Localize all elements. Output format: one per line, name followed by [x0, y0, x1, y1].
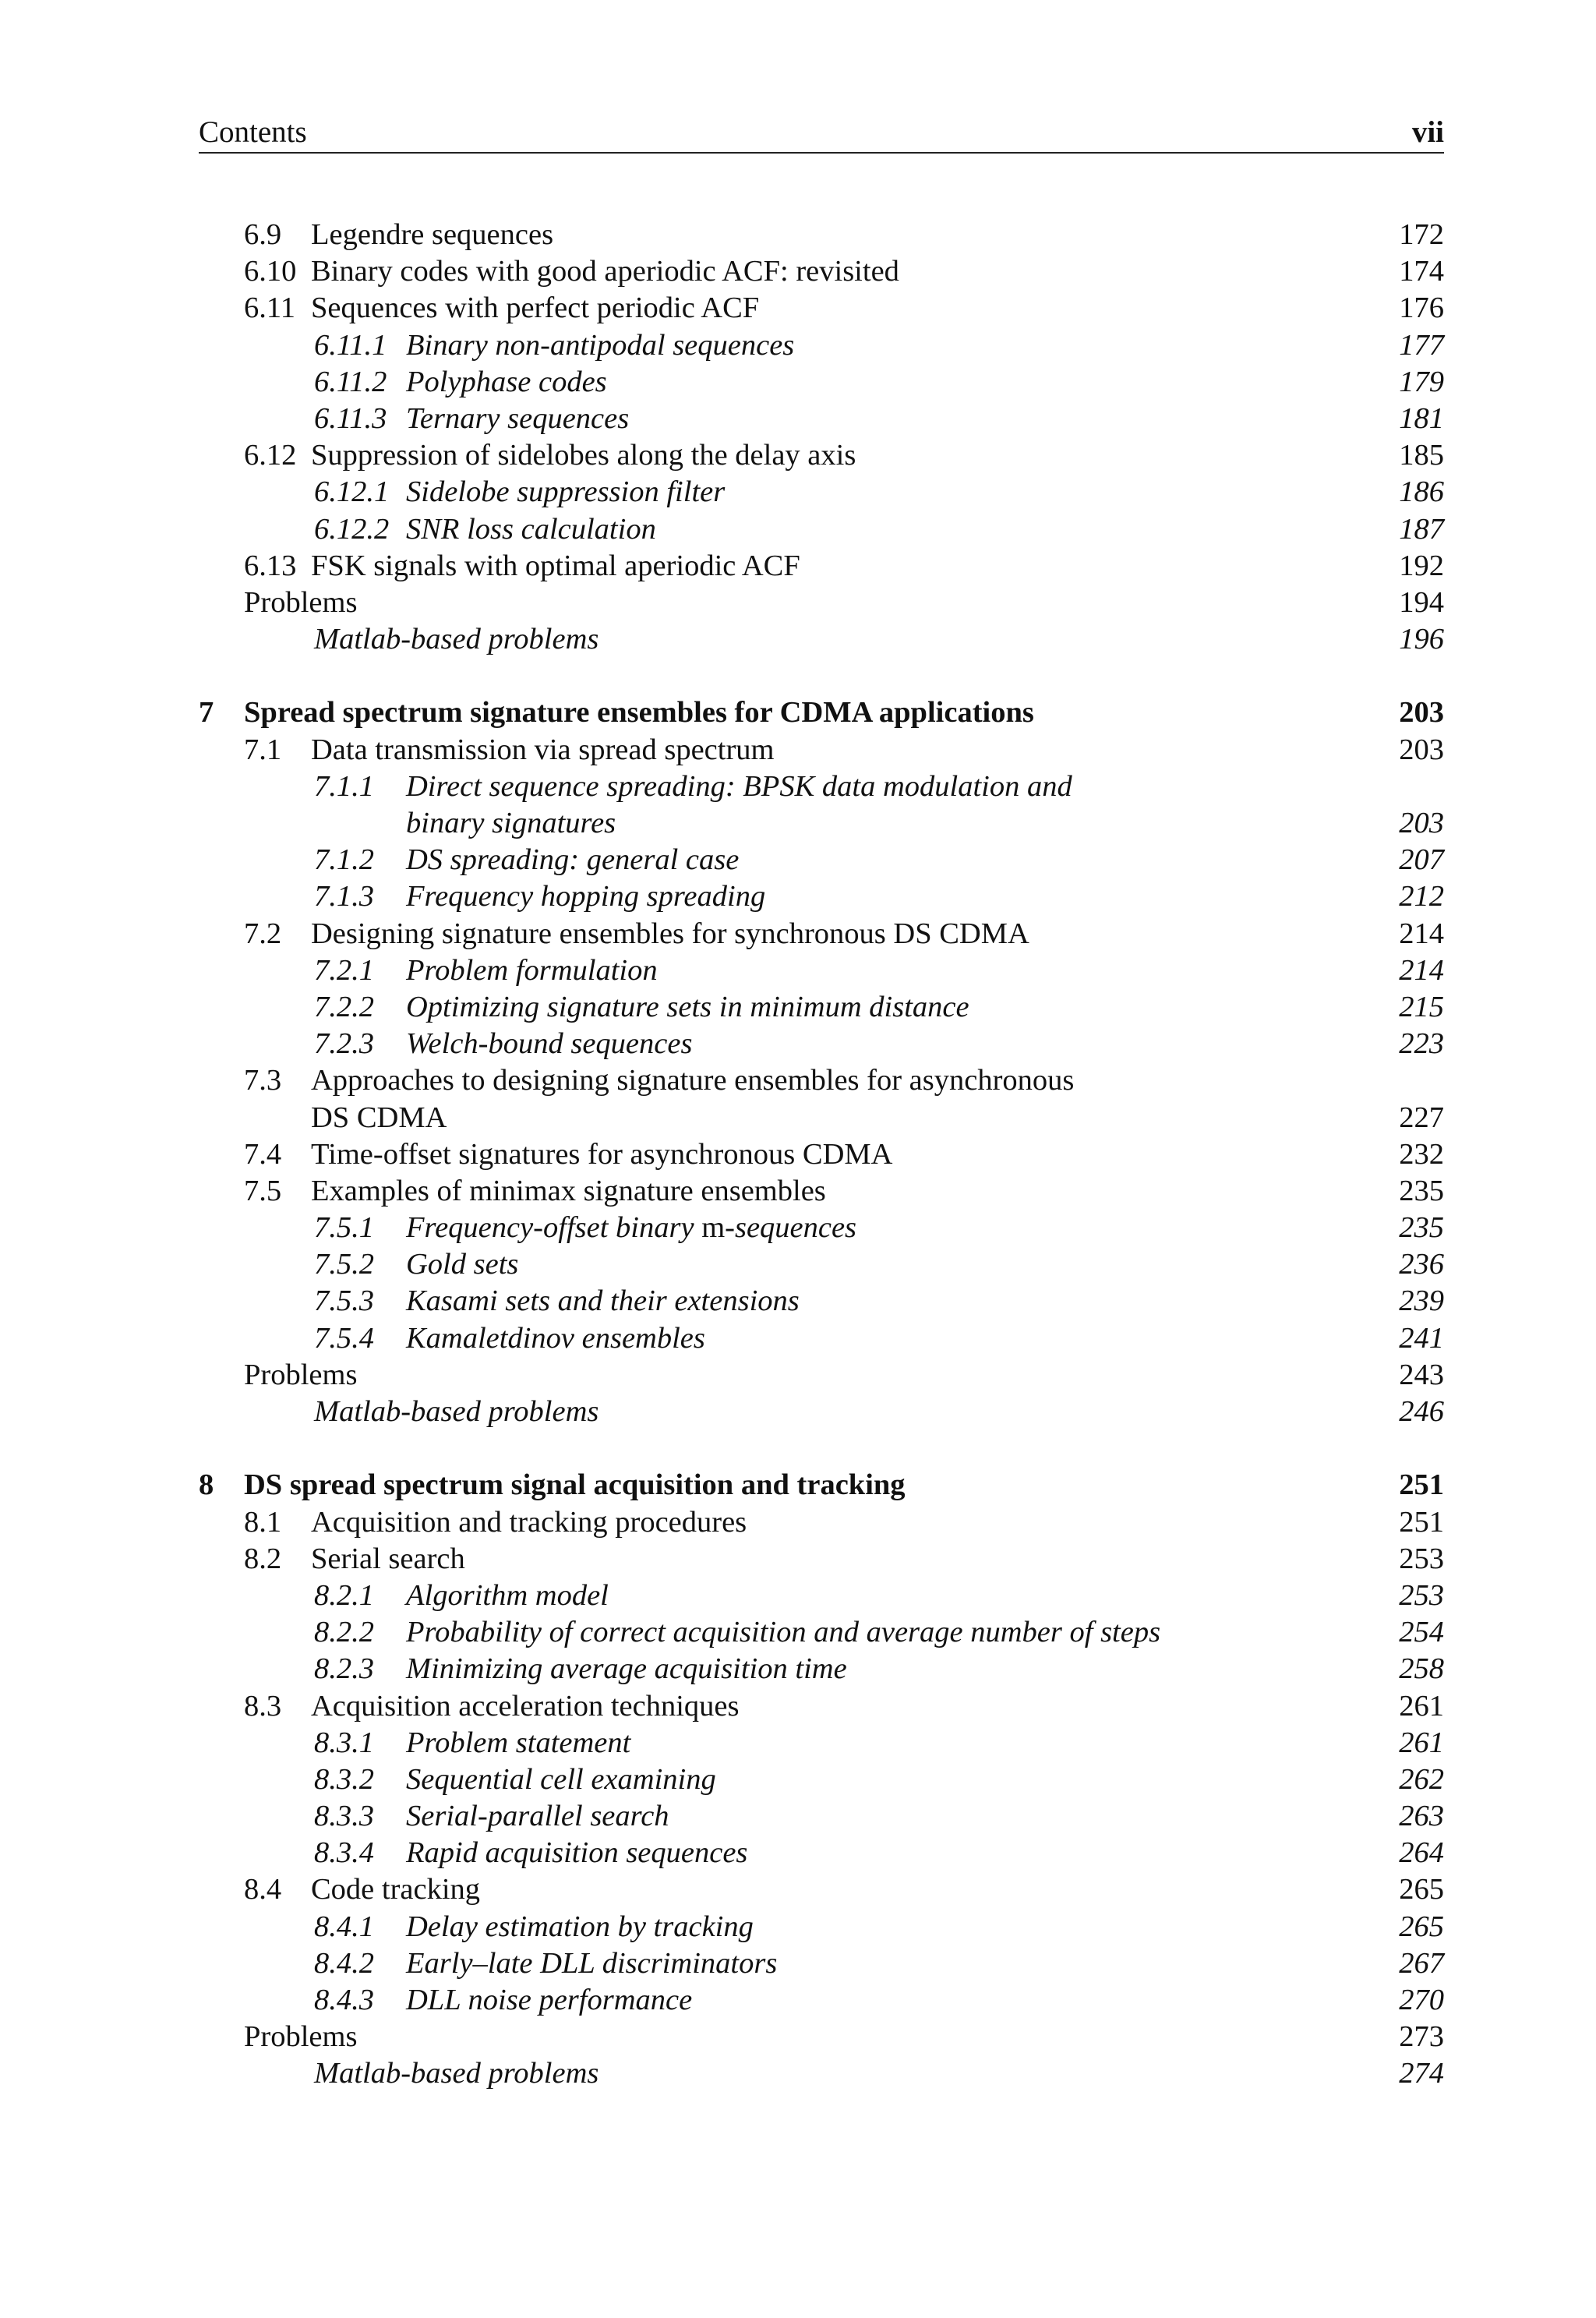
toc-entry-page: 172 — [1399, 218, 1444, 251]
toc-entry-section — [199, 548, 1444, 585]
toc-entry-number: 8.4.2 — [314, 1946, 374, 1980]
toc-entry-title: Algorithm model — [406, 1578, 609, 1612]
toc-entry-number: 8.4.1 — [314, 1910, 374, 1943]
toc-entry-page: 270 — [1399, 1984, 1444, 2016]
running-header — [199, 111, 1444, 154]
toc-entry-number: 6.12.1 — [314, 475, 390, 509]
toc-entry-subsection — [199, 1283, 1444, 1320]
toc-entry-title: Welch-bound sequences — [406, 1027, 693, 1061]
toc-entry-title: Rapid acquisition sequences — [406, 1836, 748, 1870]
toc-entry-section — [199, 1062, 1444, 1099]
toc-entry-title: Acquisition acceleration techniques — [311, 1689, 740, 1723]
toc-entry-page: 232 — [1399, 1137, 1444, 1171]
toc-entry-title: DLL noise performance — [406, 1984, 693, 2016]
toc-entry-number: 8.3.1 — [314, 1726, 374, 1759]
toc-entry-section — [199, 437, 1444, 474]
toc-entry-title: Suppression of sidelobes along the delay axis — [311, 439, 856, 472]
toc-entry-title: Minimizing average acquisition time — [406, 1652, 847, 1686]
toc-entry-number: 6.11.2 — [314, 365, 387, 398]
toc-entry-subsection — [199, 364, 1444, 401]
toc-entry-number: 7.2.3 — [314, 1027, 374, 1061]
toc-entry-title: Probability of correct acquisition and average number of steps — [406, 1616, 1161, 1649]
toc-entry-chapter — [199, 694, 1444, 731]
toc-entry-title: Polyphase codes — [406, 365, 607, 398]
toc-entry-title: Early–late DLL discriminators — [406, 1946, 778, 1980]
toc-entry-title: Problem statement — [406, 1726, 631, 1759]
toc-entry-number: 7.2.1 — [314, 953, 374, 987]
table-of-contents — [199, 217, 1444, 2093]
toc-entry-page: 187 — [1399, 512, 1444, 546]
toc-entry-title: Kasami sets and their extensions — [406, 1284, 800, 1318]
toc-entry-title: Binary non-antipodal sequences — [406, 328, 795, 362]
toc-entry-title: Serial-parallel search — [406, 1800, 669, 1833]
toc-entry-title: DS spreading: general case — [406, 843, 740, 877]
toc-entry-title: Delay estimation by tracking — [406, 1910, 754, 1943]
toc-entry-plain — [199, 2019, 1444, 2055]
toc-entry-section — [199, 290, 1444, 327]
toc-entry-page: 235 — [1399, 1211, 1444, 1245]
toc-entry-title: binary signatures — [406, 807, 616, 839]
toc-entry-title: Sequences with perfect periodic ACF — [311, 292, 760, 325]
toc-entry-title: Binary codes with good aperiodic ACF: revisited — [311, 255, 899, 288]
toc-entry-title: Matlab-based problems — [314, 623, 599, 656]
toc-entry-title: Sidelobe suppression filter — [406, 475, 726, 509]
toc-entry-title: Designing signature ensembles for synchronous DS CDMA — [311, 917, 1029, 950]
toc-entry-number: 8.4 — [244, 1873, 282, 1906]
toc-entry-number: 7.2.2 — [314, 990, 374, 1023]
toc-entry-page: 261 — [1399, 1689, 1444, 1723]
toc-entry-number: 7.3 — [244, 1064, 282, 1097]
page-number: vii — [1411, 115, 1444, 149]
toc-entry-number: 8.1 — [244, 1505, 282, 1539]
toc-entry-page: 176 — [1399, 292, 1444, 325]
toc-entry-number: 7.1.3 — [314, 880, 374, 913]
toc-entry-subsection — [199, 1651, 1444, 1687]
toc-entry-title: DS spread spectrum signal acquisition and tracking — [244, 1468, 906, 1502]
toc-entry-title: Approaches to designing signature ensembles for asynchronous — [311, 1064, 1075, 1097]
toc-entry-plain — [199, 585, 1444, 621]
toc-entry-page: 273 — [1399, 2020, 1444, 2054]
toc-entry-number: 7.4 — [244, 1137, 282, 1171]
toc-entry-number: 7.5 — [244, 1174, 282, 1207]
toc-entry-page: 253 — [1399, 1542, 1444, 1575]
toc-entry-section — [199, 1136, 1444, 1173]
toc-entry-section — [199, 1871, 1444, 1908]
toc-entry-number: 8.2 — [244, 1542, 282, 1575]
toc-entry-number: 8.3.2 — [314, 1762, 374, 1796]
toc-entry-title: Sequential cell examining — [406, 1762, 716, 1796]
toc-entry-section — [199, 253, 1444, 290]
toc-entry-title: Problems — [244, 2020, 358, 2054]
toc-entry-page: 227 — [1399, 1101, 1444, 1134]
toc-entry-title-upright: m — [701, 1211, 726, 1245]
toc-entry-page: 263 — [1399, 1800, 1444, 1833]
toc-entry-subsection — [199, 1761, 1444, 1798]
toc-entry-subsection — [199, 474, 1444, 511]
toc-entry-title-tail: -sequences — [725, 1211, 857, 1245]
toc-entry-subsection — [199, 1909, 1444, 1945]
toc-entry-title: Ternary sequences — [406, 401, 630, 435]
toc-entry-number: 6.11.1 — [314, 328, 387, 362]
toc-entry-section — [199, 916, 1444, 952]
toc-entry-subsection — [199, 989, 1444, 1026]
toc-entry-subsection — [199, 1246, 1444, 1283]
toc-entry-number: 7.2 — [244, 917, 282, 950]
toc-entry-number: 6.10 — [244, 255, 297, 288]
toc-entry-title: Problems — [244, 1358, 358, 1391]
toc-entry-number: 6.11.3 — [314, 401, 387, 435]
toc-entry-page: 207 — [1399, 843, 1444, 877]
toc-entry-page: 203 — [1399, 696, 1444, 730]
toc-entry-title: Problems — [244, 585, 358, 619]
toc-entry-subsection — [199, 327, 1444, 364]
toc-entry-title: Acquisition and tracking procedures — [311, 1505, 747, 1539]
toc-entry-subsection — [199, 769, 1444, 805]
toc-entry-number: 7.5.1 — [314, 1211, 374, 1245]
toc-entry-subsection — [199, 878, 1444, 915]
toc-entry-number: 8.2.2 — [314, 1616, 374, 1649]
toc-entry-number: 6.12 — [244, 439, 297, 472]
toc-entry-section — [199, 732, 1444, 769]
toc-entry-page: 267 — [1399, 1946, 1444, 1980]
toc-entry-page: 258 — [1399, 1652, 1444, 1686]
toc-entry-subsection — [199, 1026, 1444, 1062]
toc-entry-subsection — [199, 842, 1444, 878]
toc-entry-number: 6.13 — [244, 549, 297, 582]
toc-entry-section — [199, 1504, 1444, 1541]
toc-entry-plain — [199, 1357, 1444, 1394]
toc-entry-page: 246 — [1399, 1395, 1444, 1428]
toc-entry-subsection — [199, 952, 1444, 989]
toc-entry-number: 6.12.2 — [314, 512, 390, 546]
toc-entry-page: 194 — [1399, 585, 1444, 619]
toc-entry-page: 185 — [1399, 439, 1444, 472]
toc-entry-number: 8.2.3 — [314, 1652, 374, 1686]
toc-entry-number: 7.5.2 — [314, 1248, 374, 1281]
toc-entry-subsection — [199, 1798, 1444, 1835]
toc-entry-page: 179 — [1399, 365, 1444, 398]
toc-entry-number: 8.3.3 — [314, 1800, 374, 1833]
toc-entry-page: 181 — [1399, 401, 1444, 435]
toc-entry-cont — [199, 1100, 1444, 1136]
toc-entry-page: 212 — [1399, 880, 1444, 913]
toc-entry-subsection — [199, 401, 1444, 437]
toc-entry-title: Code tracking — [311, 1873, 481, 1906]
toc-entry-title: Serial search — [311, 1542, 465, 1575]
toc-entry-number: 7.1 — [244, 733, 282, 766]
toc-entry-title: FSK signals with optimal aperiodic ACF — [311, 549, 800, 582]
toc-entry-number: 6.9 — [244, 218, 282, 251]
toc-entry-section — [199, 1173, 1444, 1210]
toc-entry-title: Matlab-based problems — [314, 2057, 599, 2090]
toc-entry-page: 223 — [1399, 1027, 1444, 1061]
toc-entry-page: 254 — [1399, 1616, 1444, 1649]
toc-entry-cont — [199, 805, 1444, 842]
toc-entry-title: Frequency hopping spreading — [406, 880, 766, 913]
toc-entry-page: 261 — [1399, 1726, 1444, 1759]
toc-entry-subsection — [199, 1210, 1444, 1246]
toc-entry-page: 186 — [1399, 475, 1444, 509]
toc-spacer — [199, 1430, 1444, 1467]
toc-entry-page: 243 — [1399, 1358, 1444, 1391]
toc-entry-title: Gold sets — [406, 1248, 519, 1281]
toc-entry-title: Data transmission via spread spectrum — [311, 733, 775, 766]
toc-entry-page: 274 — [1399, 2057, 1444, 2090]
toc-entry-number: 7.1.1 — [314, 769, 374, 803]
toc-entry-page: 203 — [1399, 733, 1444, 766]
toc-entry-section — [199, 1688, 1444, 1725]
toc-entry-page: 262 — [1399, 1762, 1444, 1796]
toc-entry-page: 264 — [1399, 1836, 1444, 1870]
toc-entry-subsection — [199, 1982, 1444, 2019]
toc-entry-subsection — [199, 1614, 1444, 1651]
toc-entry-page: 251 — [1399, 1468, 1444, 1502]
running-head-label: Contents — [199, 115, 307, 149]
toc-spacer — [199, 658, 1444, 694]
toc-entry-section — [199, 1541, 1444, 1578]
toc-entry-section — [199, 217, 1444, 253]
toc-entry-subsection — [199, 1945, 1444, 1982]
toc-entry-number: 7.5.4 — [314, 1321, 374, 1355]
toc-entry-title: Examples of minimax signature ensembles — [311, 1174, 826, 1207]
toc-entry-page: 235 — [1399, 1174, 1444, 1207]
toc-entry-title: Direct sequence spreading: BPSK data modulation and — [406, 769, 1072, 803]
toc-entry-page: 192 — [1399, 549, 1444, 582]
toc-entry-title: Time-offset signatures for asynchronous CDMA — [311, 1137, 893, 1171]
toc-entry-number: 7.1.2 — [314, 843, 374, 877]
toc-entry-page: 214 — [1399, 953, 1444, 987]
toc-entry-subsection — [199, 1578, 1444, 1614]
toc-entry-title: Spread spectrum signature ensembles for CDMA applications — [244, 696, 1034, 730]
toc-entry-page: 215 — [1399, 990, 1444, 1023]
toc-entry-subsection — [199, 1320, 1444, 1357]
toc-entry-title: Kamaletdinov ensembles — [406, 1321, 705, 1355]
toc-entry-page: 251 — [1399, 1505, 1444, 1539]
toc-entry-page: 203 — [1399, 807, 1444, 839]
toc-entry-chapter — [199, 1467, 1444, 1504]
toc-entry-page: 174 — [1399, 255, 1444, 288]
toc-entry-page: 253 — [1399, 1578, 1444, 1612]
toc-entry-number: 8.2.1 — [314, 1578, 374, 1612]
toc-entry-page: 239 — [1399, 1284, 1444, 1318]
toc-entry-subsection — [199, 1725, 1444, 1761]
toc-entry-title: Problem formulation — [406, 953, 658, 987]
toc-entry-title: DS CDMA — [311, 1101, 447, 1134]
toc-entry-title: Optimizing signature sets in minimum distance — [406, 990, 969, 1023]
toc-entry-page: 241 — [1399, 1321, 1444, 1355]
toc-entry-plain-sub — [199, 2055, 1444, 2092]
toc-entry-title: SNR loss calculation — [406, 512, 656, 546]
toc-entry-subsection — [199, 511, 1444, 548]
toc-entry-number: 8 — [199, 1468, 214, 1502]
toc-entry-page: 196 — [1399, 623, 1444, 656]
toc-entry-title: Frequency-offset binary m-sequences — [406, 1211, 857, 1245]
toc-entry-number: 8.3.4 — [314, 1836, 374, 1870]
toc-entry-page: 177 — [1399, 328, 1444, 362]
toc-entry-title: Matlab-based problems — [314, 1395, 599, 1428]
toc-entry-page: 265 — [1399, 1873, 1444, 1906]
toc-entry-number: 7.5.3 — [314, 1284, 374, 1318]
toc-entry-number: 6.11 — [244, 292, 295, 325]
toc-entry-page: 265 — [1399, 1910, 1444, 1943]
toc-entry-plain-sub — [199, 1394, 1444, 1430]
toc-entry-number: 7 — [199, 696, 214, 730]
toc-entry-plain-sub — [199, 621, 1444, 658]
toc-entry-page: 236 — [1399, 1248, 1444, 1281]
toc-entry-page: 214 — [1399, 917, 1444, 950]
toc-entry-number: 8.4.3 — [314, 1984, 374, 2016]
toc-entry-subsection — [199, 1835, 1444, 1871]
toc-entry-number: 8.3 — [244, 1689, 282, 1723]
toc-entry-title: Legendre sequences — [311, 218, 554, 251]
